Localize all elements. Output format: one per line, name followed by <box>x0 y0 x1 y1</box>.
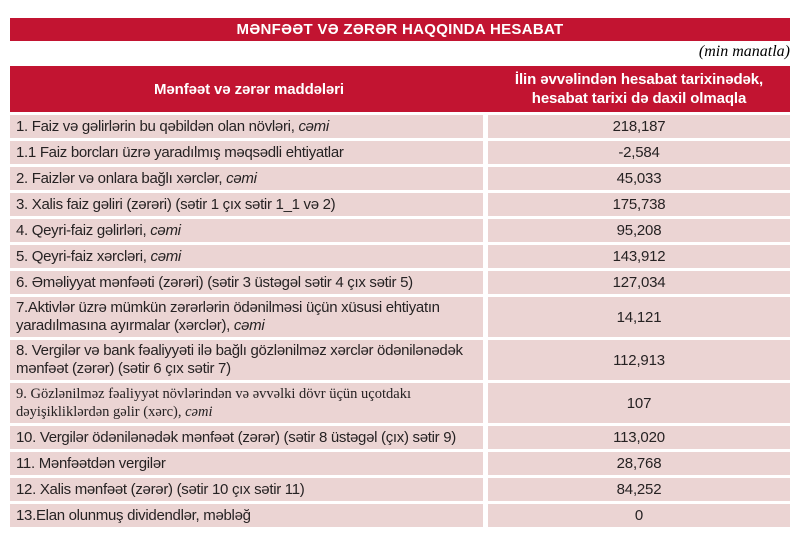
table-row <box>10 340 790 380</box>
table-row <box>10 297 790 337</box>
column-header-period-line2: hesabat tarixi də daxil olmaqla <box>531 90 747 107</box>
table-row <box>10 452 790 475</box>
row-value: 45,033 <box>488 167 790 190</box>
column-header-items: Mənfəət və zərər maddələri <box>154 80 344 98</box>
row-value: 28,768 <box>488 452 790 475</box>
row-value: 107 <box>488 383 790 423</box>
row-value: 143,912 <box>488 245 790 268</box>
row-label: 6. Əməliyyat mənfəəti (zərəri) (sətir 3 üstəgəl sətir 4 çıx sətir 5) <box>10 271 483 294</box>
row-label: 8. Vergilər və bank fəaliyyəti ilə bağlı gözlənilməz xərclər ödənilənədək mənfəət (zərər) (sətir 6 çıx sətir 7) <box>10 340 483 380</box>
row-value: 0 <box>488 504 790 527</box>
row-label: 1. Faiz və gəlirlərin bu qəbildən olan növləri, cəmi <box>10 115 483 138</box>
table-row <box>10 504 790 527</box>
table-row <box>10 193 790 216</box>
table-row <box>10 167 790 190</box>
row-value: -2,584 <box>488 141 790 164</box>
row-value: 218,187 <box>488 115 790 138</box>
row-label: 11. Mənfəətdən vergilər <box>10 452 483 475</box>
row-value: 112,913 <box>488 340 790 380</box>
report-title-bar <box>10 18 790 41</box>
table-row <box>10 141 790 164</box>
table-row <box>10 245 790 268</box>
table-row <box>10 115 790 138</box>
column-header-period <box>488 66 790 112</box>
row-label: 2. Faizlər və onlara bağlı xərclər, cəmi <box>10 167 483 190</box>
row-label: 13.Elan olunmuş dividendlər, məbləğ <box>10 504 483 527</box>
table-row <box>10 426 790 449</box>
table-row <box>10 271 790 294</box>
row-label: 10. Vergilər ödənilənədək mənfəət (zərər) (sətir 8 üstəgəl (çıx) sətir 9) <box>10 426 483 449</box>
row-label: 9. Gözlənilməz fəaliyyət növlərindən və əvvəlki dövr üçün uçotdakı dəyişikliklərdən gəlir (xərc), cəmi <box>10 383 483 423</box>
row-label: 12. Xalis mənfəət (zərər) (sətir 10 çıx sətir 11) <box>10 478 483 501</box>
table-row <box>10 383 790 423</box>
row-label: 1.1 Faiz borcları üzrə yaradılmış məqsədli ehtiyatlar <box>10 141 483 164</box>
table-header-row <box>10 66 790 112</box>
profit-loss-table <box>10 66 790 527</box>
row-label: 4. Qeyri-faiz gəlirləri, cəmi <box>10 219 483 242</box>
unit-note: (min manatla) <box>698 43 790 60</box>
row-value: 127,034 <box>488 271 790 294</box>
table-body <box>10 115 790 527</box>
row-label: 3. Xalis faiz gəliri (zərəri) (sətir 1 çıx sətir 1_1 və 2) <box>10 193 483 216</box>
row-value: 84,252 <box>488 478 790 501</box>
column-header-period-line1: İlin əvvəlindən hesabat tarixinədək, <box>514 71 764 88</box>
report-title: MƏNFƏƏT VƏ ZƏRƏR HAQQINDA HESABAT <box>236 21 564 38</box>
row-value: 175,738 <box>488 193 790 216</box>
row-label: 5. Qeyri-faiz xərcləri, cəmi <box>10 245 483 268</box>
row-value: 95,208 <box>488 219 790 242</box>
row-label: 7.Aktivlər üzrə mümkün zərərlərin ödənilməsi üçün xüsusi ehtiyatın yaradılmasına ayırmalar (xərclər), cəmi <box>10 297 483 337</box>
table-row <box>10 478 790 501</box>
row-value: 14,121 <box>488 297 790 337</box>
row-value: 113,020 <box>488 426 790 449</box>
table-row <box>10 219 790 242</box>
